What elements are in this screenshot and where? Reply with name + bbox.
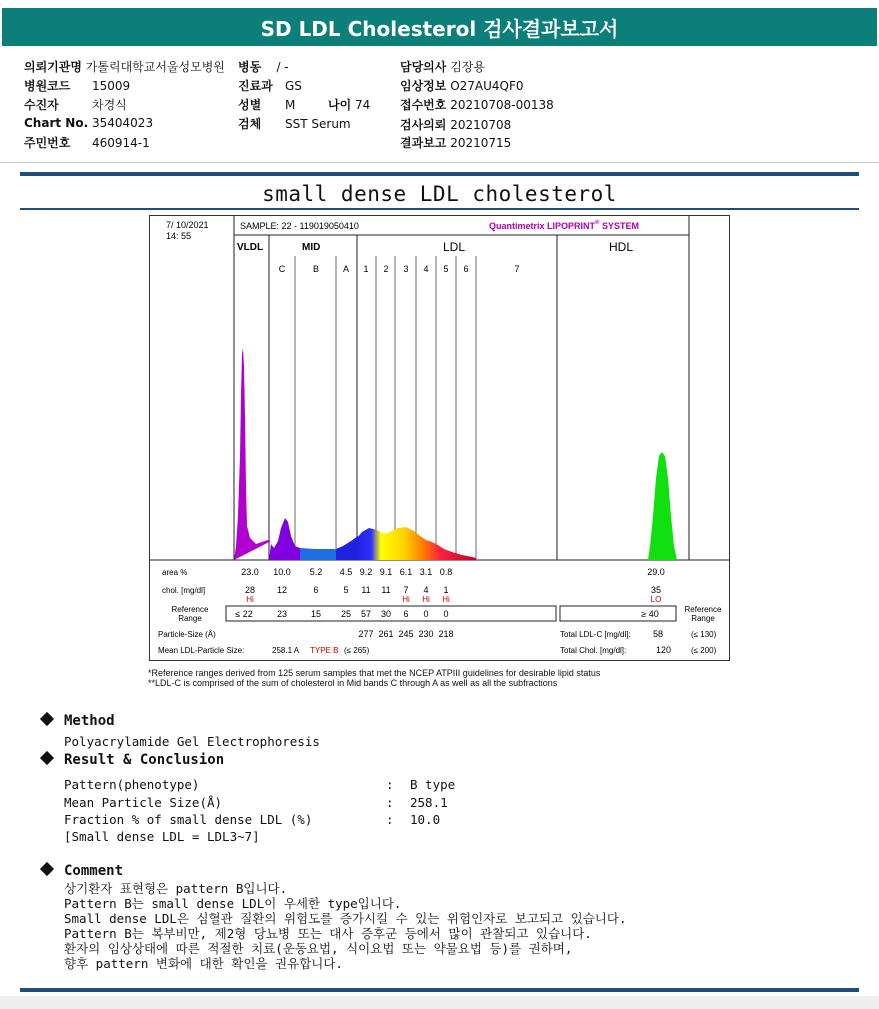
doctor-field: 담당의사 김장용 xyxy=(400,60,485,74)
clinical-info-field: 임상정보 O27AU4QF0 xyxy=(400,79,524,93)
area-value: 4.5 xyxy=(339,567,353,577)
title-rule xyxy=(20,208,859,210)
result-row-size-label: Mean Particle Size(Å) xyxy=(64,795,223,810)
lp-mean-ref: (≤ 265) xyxy=(344,646,370,655)
method-heading: Method xyxy=(42,713,115,729)
area-value: 9.2 xyxy=(359,567,373,577)
result-row-fraction-value: 10.0 xyxy=(410,812,441,827)
chol-value: 35 xyxy=(650,585,662,595)
lp-particle-label: Particle-Size (Å) xyxy=(158,630,216,639)
lipoprint-chart xyxy=(150,216,729,660)
mid-a-peak xyxy=(336,536,360,560)
band-label-6: 6 xyxy=(463,264,469,274)
lp-peaks xyxy=(234,348,677,560)
band-label-b: B xyxy=(312,264,320,274)
ref-value: 25 xyxy=(340,609,352,619)
resident-no-field: 주민번호 460914-1 xyxy=(24,136,150,150)
ward-field: 병동 / - xyxy=(238,60,289,74)
lp-brand: Quantimetrix LIPOPRINT® SYSTEM xyxy=(489,220,639,231)
area-value: 5.2 xyxy=(309,567,323,577)
footnote-1: *Reference ranges derived from 125 serum samples that met the NCEP ATPIII guidelines for desirable lipid status xyxy=(148,668,601,678)
band-label-1: 1 xyxy=(363,264,369,274)
report-title-bar xyxy=(2,8,877,46)
vldl-peak xyxy=(234,348,271,560)
specimen-field: 검체 SST Serum xyxy=(238,117,351,131)
area-value: 9.1 xyxy=(379,567,393,577)
chol-value: 28 xyxy=(244,585,256,595)
area-value: 0.8 xyxy=(439,567,453,577)
result-row-size-value: 258.1 xyxy=(410,795,448,810)
section-title: small dense LDL cholesterol xyxy=(262,182,617,206)
result-colon: : xyxy=(386,777,394,792)
particle-size-value: 230 xyxy=(418,629,434,639)
chol-flag: Hi xyxy=(442,595,450,604)
comment-heading: Comment xyxy=(42,863,123,879)
lp-type-value: TYPE B xyxy=(310,646,339,655)
area-value: 6.1 xyxy=(399,567,413,577)
ref-value: 57 xyxy=(360,609,372,619)
age-field: 나이 74 xyxy=(328,98,371,112)
band-label-2: 2 xyxy=(383,264,389,274)
particle-size-value: 261 xyxy=(378,629,394,639)
lp-area-label: area % xyxy=(162,568,188,577)
lp-total-chol-value: 120 xyxy=(656,645,672,655)
band-label-a: A xyxy=(342,264,350,274)
comment-line: Small dense LDL은 심혈관 질환의 위험도를 증가시킬 수 있는 위험인자로 보고되고 있습니다. xyxy=(64,911,627,926)
area-value: 29.0 xyxy=(647,567,665,577)
lp-total-ldl-ref: (≤ 130) xyxy=(691,630,717,639)
chol-value: 6 xyxy=(313,585,319,595)
diamond-bullet-icon xyxy=(40,862,54,876)
comment-line: 상기환자 표현형은 pattern B입니다. xyxy=(64,881,288,896)
comment-line: Pattern B는 복부비만, 제2형 당뇨병 또는 대사 증후군 등에서 많이 관찰되고 있습니다. xyxy=(64,926,592,941)
ldl-peak xyxy=(357,527,476,560)
band-label-4: 4 xyxy=(423,264,429,274)
chol-value: 1 xyxy=(443,585,449,595)
lp-group-hdl: HDL xyxy=(609,240,634,254)
lp-chol-label: chol. [mg/dl] xyxy=(162,586,206,595)
result-row-fraction-label: Fraction % of small dense LDL (%) xyxy=(64,812,313,827)
chart-no-field: Chart No. 35404023 xyxy=(24,116,154,130)
chol-flag: LO xyxy=(650,595,662,604)
lp-sample: SAMPLE: 22 - 119019050410 xyxy=(240,221,359,231)
chol-value: 12 xyxy=(276,585,288,595)
diamond-bullet-icon xyxy=(40,712,54,726)
chol-value: 7 xyxy=(403,585,409,595)
ref-value: ≤ 22 xyxy=(235,609,253,619)
institution-field: 의뢰기관명 가톨릭대학교서울성모병원 xyxy=(24,60,225,74)
report-date-field: 결과보고 20210715 xyxy=(400,136,512,150)
chol-flag: Hi xyxy=(402,595,410,604)
department-field: 진료과 GS xyxy=(238,79,302,93)
lp-group-ldl: LDL xyxy=(443,240,466,254)
hospital-code-field: 병원코드 15009 xyxy=(24,79,131,93)
lp-mean-value: 258.1 A xyxy=(272,646,300,655)
lp-total-chol-ref: (≤ 200) xyxy=(691,646,717,655)
method-text: Polyacrylamide Gel Electrophoresis xyxy=(64,734,320,749)
ref-value: 0 xyxy=(423,609,429,619)
lp-ref-label-top: Reference xyxy=(171,605,209,614)
bottom-rule xyxy=(20,988,859,992)
request-date-field: 검사의뢰 20210708 xyxy=(400,118,512,132)
particle-size-value: 218 xyxy=(438,629,454,639)
band-label-7: 7 xyxy=(514,264,520,274)
receipt-no-field: 접수번호 20210708-00138 xyxy=(400,98,554,112)
result-note: [Small dense LDL = LDL3~7] xyxy=(64,829,260,844)
lp-total-ldl-value: 58 xyxy=(653,629,664,639)
result-row-pattern-value: B type xyxy=(410,777,456,792)
lp-ref-label-right-top: Reference xyxy=(684,605,722,614)
chol-flag: Hi xyxy=(246,595,254,604)
result-row-pattern-label: Pattern(phenotype) xyxy=(64,777,200,792)
footnote-2: **LDL-C is comprised of the sum of cholesterol in Mid bands C through A as well as all the subfractions xyxy=(148,678,558,688)
ref-value: 23 xyxy=(276,609,288,619)
header-divider xyxy=(0,162,879,163)
lp-total-ldl-label: Total LDL-C [mg/dl]: xyxy=(560,630,631,639)
ref-value: 0 xyxy=(443,609,449,619)
band-label-5: 5 xyxy=(443,264,449,274)
chol-value: 4 xyxy=(423,585,429,595)
chol-value: 11 xyxy=(381,585,391,595)
lp-total-chol-label: Total Chol. [mg/dl]: xyxy=(560,646,627,655)
diamond-bullet-icon xyxy=(40,751,54,765)
chol-value: 5 xyxy=(343,585,349,595)
mid-b-peak xyxy=(300,548,336,560)
comment-line: 환자의 임상상태에 따른 적절한 치료(운동요법, 식이요법 또는 약물요법 등)를 권하며, xyxy=(64,941,573,956)
ref-value: ≥ 40 xyxy=(641,609,659,619)
sex-field: 성별 M xyxy=(238,98,296,112)
particle-size-value: 277 xyxy=(358,629,374,639)
band-label-c: C xyxy=(278,264,286,274)
lp-mean-label: Mean LDL-Particle Size: xyxy=(158,646,245,655)
result-colon: : xyxy=(386,795,394,810)
hdl-peak xyxy=(648,452,677,560)
footnotes xyxy=(148,668,600,688)
patient-field: 수진자 차경식 xyxy=(24,98,127,112)
band-label-3: 3 xyxy=(403,264,409,274)
lp-group-mid: MID xyxy=(302,242,321,253)
ref-value: 15 xyxy=(310,609,322,619)
chol-flag: Hi xyxy=(422,595,430,604)
particle-size-value: 245 xyxy=(398,629,414,639)
top-rule xyxy=(20,172,859,176)
area-value: 23.0 xyxy=(241,567,259,577)
ref-value: 30 xyxy=(380,609,392,619)
ref-value: 6 xyxy=(403,609,409,619)
area-value: 10.0 xyxy=(273,567,291,577)
lp-time: 14: 55 xyxy=(166,231,192,241)
lp-ref-label-right-bottom: Range xyxy=(691,614,715,623)
report-title: SD LDL Cholesterol 검사결과보고서 xyxy=(260,16,619,41)
lp-date: 7/ 10/2021 xyxy=(166,220,209,230)
result-colon: : xyxy=(386,812,394,827)
page-bottom-bar xyxy=(0,996,879,1009)
lp-group-vldl: VLDL xyxy=(237,242,264,253)
lp-ref-label-bottom: Range xyxy=(178,614,202,623)
comment-line: Pattern B는 small dense LDL이 우세한 type입니다. xyxy=(64,896,402,911)
chol-value: 11 xyxy=(361,585,371,595)
area-value: 3.1 xyxy=(419,567,433,577)
result-heading: Result & Conclusion xyxy=(42,752,224,768)
lipoprint-panel xyxy=(149,215,730,661)
comment-line: 향후 pattern 변화에 대한 확인을 권유합니다. xyxy=(64,956,343,971)
